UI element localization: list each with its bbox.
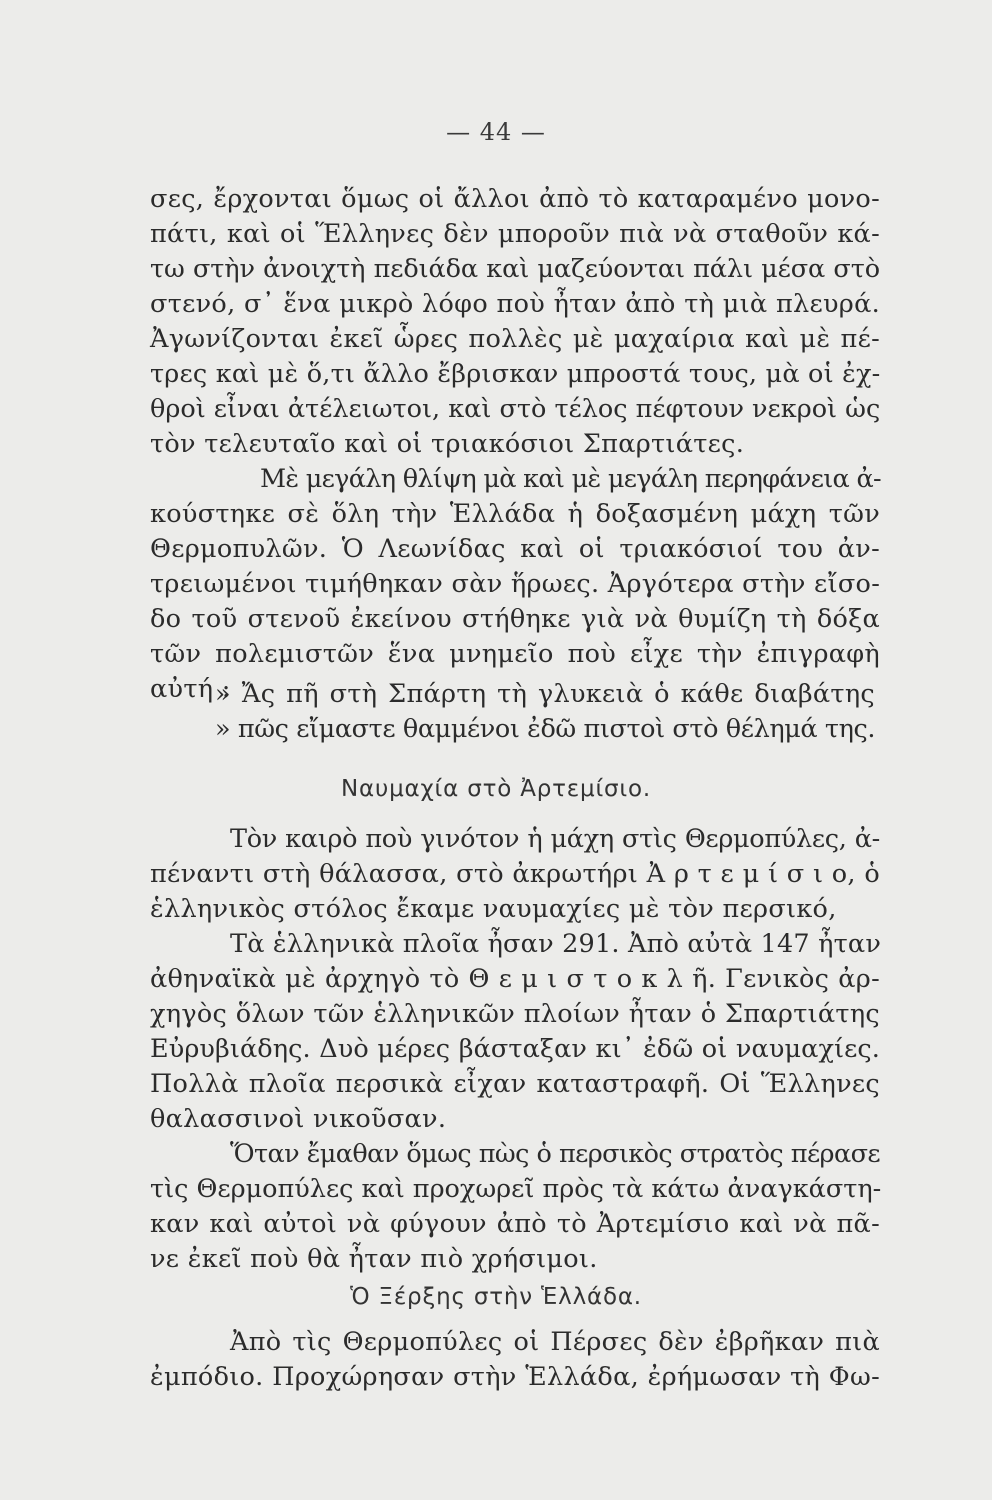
section-heading-artemisium: Ναυμαχία στὸ Ἀρτεμίσιο.	[341, 776, 651, 802]
inscription-line: » Ἄς πῆ στὴ Σπάρτη τὴ γλυκειὰ ὁ κάθε διαβάτης	[215, 679, 875, 709]
text-line: κούστηκε σὲ ὅλη τὴν Ἑλλάδα ἡ δοξασμένη μάχη τῶν	[150, 499, 880, 529]
text-line: ἑλληνικὸς στόλος ἔκαμε ναυμαχίες μὲ τὸν περσικό,	[150, 894, 837, 924]
text-line: τῶν πολεμιστῶν ἕνα μνημεῖο ποὺ εἶχε τὴν ἐπιγραφὴ	[150, 639, 880, 669]
paragraph-block-xerxes	[150, 1325, 880, 1395]
text-line-indented: Ὅταν ἔμαθαν ὅμως πὼς ὁ περσικὸς στρατὸς πέρασε	[230, 1139, 880, 1169]
text-line: τὸν τελευταῖο καὶ οἱ τριακόσιοι Σπαρτιάτες.	[150, 429, 745, 459]
text-line-indented: Τὸν καιρὸ ποὺ γινότον ἡ μάχη στὶς Θερμοπύλες, ἀ-	[230, 824, 880, 854]
text-line: αὐτή :	[150, 674, 231, 704]
text-line: θροὶ εἶναι ἀτέλειωτοι, καὶ στὸ τέλος πέφτουν νεκροὶ ὡς	[150, 394, 881, 424]
text-line-indented: Ἀπὸ τὶς Θερμοπύλες οἱ Πέρσες δὲν ἐβρῆκαν πιὰ	[230, 1327, 880, 1357]
text-line: τὶς Θερμοπύλες καὶ προχωρεῖ πρὸς τὰ κάτω ἀναγκάστη-	[150, 1174, 882, 1204]
text-line: δο τοῦ στενοῦ ἐκείνου στήθηκε γιὰ νὰ θυμίζη τὴ δόξα	[150, 604, 880, 634]
paragraph-block-artemisium	[150, 822, 880, 1277]
page-number: — 44 —	[446, 118, 546, 146]
text-line: πέναντι στὴ θάλασσα, στὸ ἀκρωτήρι Ἀ ρ τ ε μ ί σ ι ο, ὁ	[150, 859, 880, 889]
text-line: Πολλὰ πλοῖα περσικὰ εἶχαν καταστραφῆ. Οἱ Ἕλληνες	[150, 1069, 880, 1099]
text-line: νε ἐκεῖ ποὺ θὰ ἦταν πιὸ χρήσιμοι.	[150, 1244, 598, 1274]
text-line-indented: Μὲ μεγάλη θλίψη μὰ καὶ μὲ μεγάλη περηφάνεια ἀ-	[260, 464, 881, 494]
section-heading-xerxes: Ὁ Ξέρξης στὴν Ἑλλάδα.	[350, 1284, 642, 1310]
text-line: σες, ἔρχονται ὅμως οἱ ἄλλοι ἀπὸ τὸ καταραμένο μονο-	[150, 184, 880, 214]
text-line: στενό, σ᾽ ἕνα μικρὸ λόφο ποὺ ἦταν ἀπὸ τὴ μιὰ πλευρά.	[150, 289, 880, 319]
text-line: καν καὶ αὐτοὶ νὰ φύγουν ἀπὸ τὸ Ἀρτεμίσιο καὶ νὰ πᾶ-	[150, 1209, 880, 1239]
text-line: Εὐρυβιάδης. Δυὸ μέρες βάσταξαν κι᾽ ἐδῶ οἱ ναυμαχίες.	[150, 1034, 880, 1064]
text-line: πάτι, καὶ οἱ Ἕλληνες δὲν μποροῦν πιὰ νὰ σταθοῦν κά-	[150, 219, 880, 249]
paragraph-block-thermopylae	[150, 182, 880, 707]
text-line: τρες καὶ μὲ ὅ,τι ἄλλο ἔβρισκαν μπροστά τους, μὰ οἱ ἐχ-	[150, 359, 881, 389]
text-line: τω στὴν ἀνοιχτὴ πεδιάδα καὶ μαζεύονται πάλι μέσα στὸ	[150, 254, 880, 284]
text-line: Θερμοπυλῶν. Ὁ Λεωνίδας καὶ οἱ τριακόσιοί του ἀν-	[150, 534, 880, 564]
inscription-line: » πῶς εἴμαστε θαμμένοι ἐδῶ πιστοὶ στὸ θέλημά της.	[215, 714, 876, 744]
text-line: Ἀγωνίζονται ἐκεῖ ὧρες πολλὲς μὲ μαχαίρια καὶ μὲ πέ-	[150, 324, 880, 354]
text-line: χηγὸς ὅλων τῶν ἑλληνικῶν πλοίων ἦταν ὁ Σπαρτιάτης	[150, 999, 880, 1029]
text-line: ἀθηναϊκὰ μὲ ἀρχηγὸ τὸ Θ ε μ ι σ τ ο κ λ ῆ. Γενικὸς ἀρ-	[150, 964, 880, 994]
text-line: τρειωμένοι τιμήθηκαν σὰν ἥρωες. Ἀργότερα στὴν εἴσο-	[150, 569, 881, 599]
text-line: θαλασσινοὶ νικοῦσαν.	[150, 1104, 447, 1134]
text-line-indented: Τὰ ἑλληνικὰ πλοῖα ἦσαν 291. Ἀπὸ αὐτὰ 147 ἦταν	[230, 929, 882, 959]
text-line: ἐμπόδιο. Προχώρησαν στὴν Ἑλλάδα, ἐρήμωσαν τὴ Φω-	[150, 1362, 880, 1392]
monument-inscription	[215, 677, 875, 747]
